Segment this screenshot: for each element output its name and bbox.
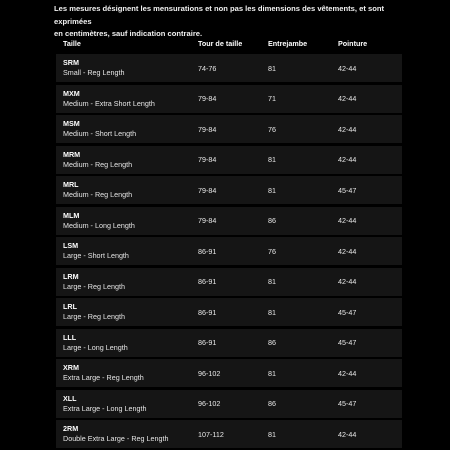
waist-cell: 107-112 (198, 429, 224, 439)
shoe-size-cell: 42-44 (338, 277, 357, 286)
shoe-size-cell: 42-44 (338, 368, 357, 378)
inseam-cell: 81 (268, 368, 276, 378)
size-description: Large - Long Length (63, 342, 128, 352)
size-code: XLL (63, 393, 77, 403)
size-code: LSM (63, 241, 79, 250)
inseam-cell: 86 (268, 399, 276, 408)
inseam-cell: 81 (268, 307, 276, 317)
inseam-cell: 71 (268, 94, 276, 103)
header-entrejambe: Entrejambe (268, 38, 308, 48)
size-code: MSM (63, 119, 80, 128)
inseam-cell: 76 (268, 124, 276, 134)
shoe-size-cell: 45-47 (338, 185, 357, 195)
size-description: Extra Large - Reg Length (63, 373, 144, 382)
intro-line-2: en centimètres, sauf indication contraire. (54, 29, 203, 39)
size-cell (63, 58, 125, 78)
waist-cell: 79-84 (198, 124, 217, 134)
inseam-cell: 81 (268, 155, 276, 164)
size-cell (63, 211, 135, 231)
inseam-cell: 81 (268, 63, 276, 73)
size-code: MLM (63, 210, 80, 220)
size-description: Medium - Reg Length (63, 159, 133, 169)
shoe-size-cell: 42-44 (338, 246, 357, 256)
size-cell (63, 394, 147, 414)
size-cell (63, 180, 132, 200)
shoe-size-cell: 42-44 (338, 216, 357, 225)
size-table (56, 34, 402, 443)
size-code: SRM (63, 58, 79, 67)
table-row (56, 207, 402, 235)
table-row (56, 329, 402, 357)
size-description: Medium - Extra Short Length (63, 98, 155, 108)
size-code: XRM (63, 363, 79, 372)
waist-cell: 79-84 (198, 94, 217, 103)
shoe-size-cell: 42-44 (338, 94, 357, 103)
size-code: MRM (63, 149, 81, 159)
waist-cell: 86-91 (198, 277, 217, 286)
size-cell (63, 241, 129, 261)
size-code: LLL (63, 332, 77, 342)
table-header (56, 34, 402, 52)
header-tour-de-taille: Tour de taille (198, 38, 243, 48)
size-cell (63, 89, 155, 109)
inseam-cell: 76 (268, 246, 276, 256)
shoe-size-cell: 45-47 (338, 399, 357, 408)
table-row (56, 237, 402, 265)
waist-cell: 96-102 (198, 399, 221, 408)
shoe-size-cell: 42-44 (338, 63, 357, 73)
size-description: Double Extra Large - Reg Length (63, 434, 169, 443)
size-description: Medium - Long Length (63, 220, 135, 230)
inseam-cell: 86 (268, 338, 276, 347)
header-taille: Taille (63, 38, 81, 48)
shoe-size-cell: 42-44 (338, 155, 357, 164)
table-row (56, 268, 402, 296)
table-row (56, 359, 402, 387)
size-description: Large - Reg Length (63, 312, 125, 321)
intro-line-1: Les mesures désignent les mensurations et non pas les dimensions des vêtements, et sont exprimées (54, 4, 385, 26)
shoe-size-cell: 45-47 (338, 338, 357, 347)
size-description: Extra Large - Long Length (63, 403, 147, 413)
size-cell (63, 150, 132, 170)
size-cell (63, 424, 168, 444)
size-cell (63, 302, 125, 322)
waist-cell: 74-76 (198, 63, 217, 73)
table-row (56, 420, 402, 448)
inseam-cell: 81 (268, 429, 276, 439)
size-description: Large - Reg Length (63, 281, 125, 291)
size-code: 2RM (63, 424, 79, 433)
waist-cell: 79-84 (198, 216, 217, 225)
table-row (56, 176, 402, 204)
table-row (56, 54, 402, 82)
size-code: LRL (63, 302, 77, 311)
shoe-size-cell: 42-44 (338, 429, 357, 439)
shoe-size-cell: 42-44 (338, 124, 357, 134)
size-code: MRL (63, 180, 79, 189)
waist-cell: 96-102 (198, 368, 221, 378)
table-row (56, 146, 402, 174)
waist-cell: 86-91 (198, 338, 217, 347)
size-cell (63, 272, 125, 292)
size-description: Medium - Reg Length (63, 190, 133, 199)
size-cell (63, 119, 136, 139)
waist-cell: 86-91 (198, 246, 217, 256)
waist-cell: 86-91 (198, 307, 217, 317)
size-description: Medium - Short Length (63, 129, 137, 138)
shoe-size-cell: 45-47 (338, 307, 357, 317)
header-pointure: Pointure (338, 38, 368, 48)
size-code: LRM (63, 271, 79, 281)
size-cell (63, 333, 128, 353)
table-row (56, 298, 402, 326)
inseam-cell: 81 (268, 185, 276, 195)
table-row (56, 85, 402, 113)
size-cell (63, 363, 144, 383)
table-row (56, 115, 402, 143)
inseam-cell: 86 (268, 216, 276, 225)
waist-cell: 79-84 (198, 185, 217, 195)
table-row (56, 390, 402, 418)
size-code: MXM (63, 88, 80, 98)
waist-cell: 79-84 (198, 155, 217, 164)
size-description: Large - Short Length (63, 251, 129, 260)
inseam-cell: 81 (268, 277, 276, 286)
size-description: Small - Reg Length (63, 68, 125, 77)
